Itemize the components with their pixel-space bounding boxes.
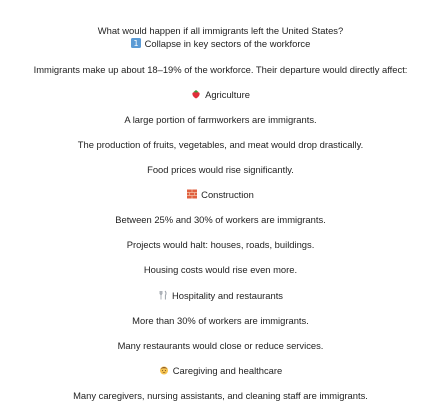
sector-point: Projects would halt: houses, roads, buildings. [126, 239, 315, 250]
sector-point: Many restaurants would close or reduce services. [117, 340, 324, 351]
section-heading-text: Collapse in key sectors of the workforce [144, 38, 311, 49]
brick-icon [187, 189, 197, 199]
caregiver-icon [159, 365, 169, 375]
sector-heading-caregiving [0, 365, 441, 377]
section-heading [0, 38, 441, 50]
sector-point: A large portion of farmworkers are immigrants. [124, 114, 317, 125]
sector-point: Food prices would rise significantly. [147, 164, 294, 175]
sector-heading-hospitality [0, 290, 441, 302]
keycap-1-icon [131, 38, 141, 48]
strawberry-icon [191, 89, 201, 99]
sector-heading-text: Hospitality and restaurants [172, 290, 283, 301]
sector-point: Many caregivers, nursing assistants, and cleaning staff are immigrants. [73, 390, 368, 401]
fork-knife-icon [158, 290, 168, 300]
intro-paragraph: Immigrants make up about 18–19% of the workforce. Their departure would directly affect: [33, 64, 408, 75]
sector-heading-agriculture [0, 89, 441, 101]
sector-point: Housing costs would rise even more. [143, 264, 298, 275]
sector-point: Between 25% and 30% of workers are immigrants. [115, 214, 326, 225]
svg-text:1: 1 [133, 39, 139, 48]
sector-heading-text: Agriculture [205, 89, 250, 100]
document-title: What would happen if all immigrants left the United States? [97, 25, 344, 36]
sector-heading-construction [0, 189, 441, 201]
sector-point: More than 30% of workers are immigrants. [132, 315, 309, 326]
sector-point: The production of fruits, vegetables, and meat would drop drastically. [77, 139, 364, 150]
sector-heading-text: Caregiving and healthcare [172, 365, 283, 376]
sector-heading-text: Construction [201, 189, 254, 200]
